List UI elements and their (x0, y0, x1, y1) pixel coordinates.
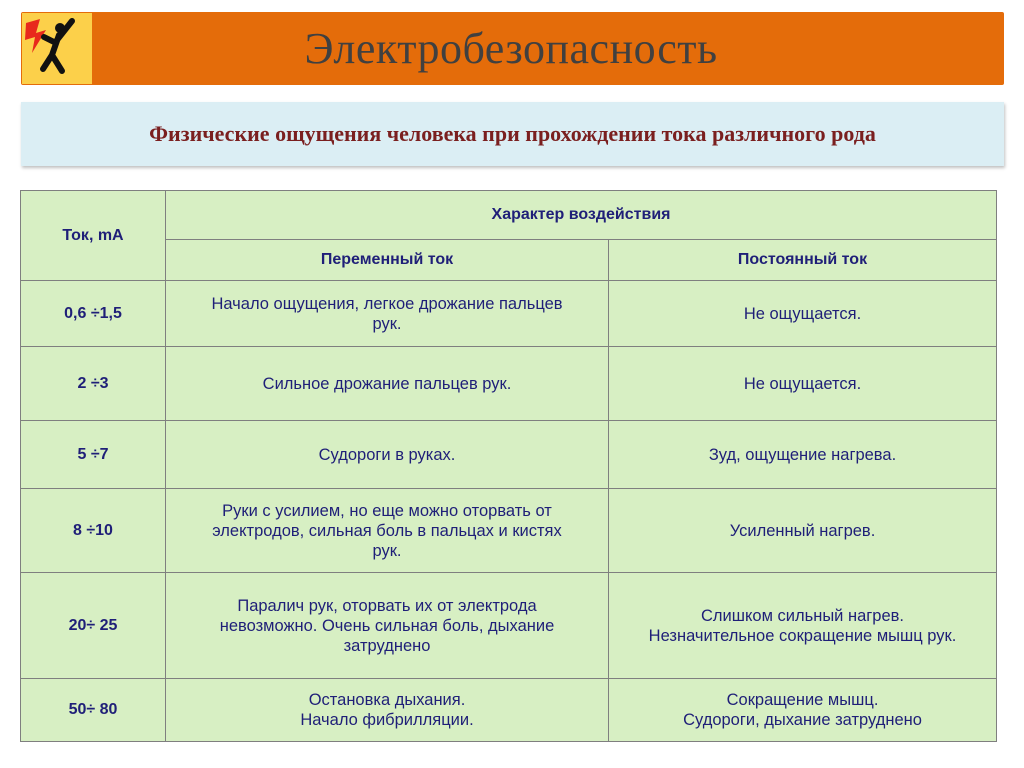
table-row (21, 679, 997, 742)
table-subheader-row (21, 240, 997, 281)
subtitle-banner (21, 102, 1004, 166)
header-effect: Характер воздействия (166, 191, 997, 240)
table-row (21, 421, 997, 489)
dc-effect: Усиленный нагрев. (609, 489, 997, 573)
dc-effect: Сокращение мышц. Судороги, дыхание затруднено (609, 679, 997, 742)
table-header-row (21, 191, 997, 240)
electric-shock-warning-icon (22, 13, 92, 84)
ac-effect: Начало ощущения, легкое дрожание пальцев рук. (166, 281, 609, 347)
current-value: 20÷ 25 (21, 573, 166, 679)
ac-effect: Сильное дрожание пальцев рук. (166, 347, 609, 421)
ac-effect: Руки с усилием, но еще можно оторвать от электродов, сильная боль в пальцах и кистях рук. (166, 489, 609, 573)
current-value: 50÷ 80 (21, 679, 166, 742)
current-effects-table (20, 190, 997, 742)
header-ac: Переменный ток (166, 240, 609, 281)
table-row (21, 347, 997, 421)
current-value: 5 ÷7 (21, 421, 166, 489)
ac-effect: Паралич рук, оторвать их от электрода невозможно. Очень сильная боль, дыхание затруднено (166, 573, 609, 679)
dc-effect: Не ощущается. (609, 281, 997, 347)
page-title: Электробезопасность (304, 24, 718, 73)
table-row (21, 573, 997, 679)
subtitle-text: Физические ощущения человека при прохождении тока различного рода (149, 121, 876, 146)
header-current: Ток, mA (21, 191, 166, 281)
table-row (21, 281, 997, 347)
table-row (21, 489, 997, 573)
header-dc: Постоянный ток (609, 240, 997, 281)
current-value: 0,6 ÷1,5 (21, 281, 166, 347)
dc-effect: Зуд, ощущение нагрева. (609, 421, 997, 489)
ac-effect: Остановка дыхания. Начало фибрилляции. (166, 679, 609, 742)
current-value: 2 ÷3 (21, 347, 166, 421)
ac-effect: Судороги в руках. (166, 421, 609, 489)
dc-effect: Не ощущается. (609, 347, 997, 421)
current-value: 8 ÷10 (21, 489, 166, 573)
dc-effect: Слишком сильный нагрев. Незначительное сокращение мышц рук. (609, 573, 997, 679)
